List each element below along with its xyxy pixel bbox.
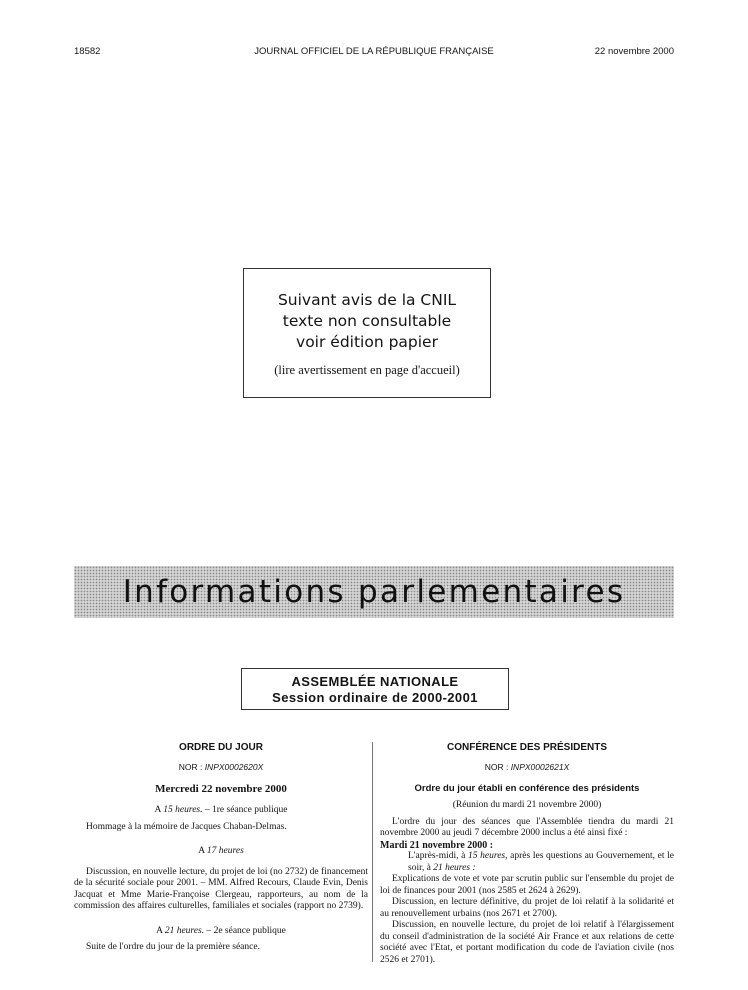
- conference-title: CONFÉRENCE DES PRÉSIDENTS: [446, 742, 608, 753]
- session-2-text: Discussion, en nouvelle lecture, du projet de loi (no 2732) de financement de la sécurité sociale pour 2001. – MM. Alfred Recours, Claude Evin, Denis Jacquat et Mme Marie-Françoise Clergeau, rapporteurs, au nom de la commission des affaires culturelles, familiales et sociales (rapport no 2739).: [74, 866, 368, 911]
- conference-nor: [380, 762, 674, 773]
- session-3-text: Suite de l'ordre du jour de la première séance.: [86, 942, 260, 952]
- assembly-name: ASSEMBLÉE NATIONALE: [291, 674, 459, 689]
- agenda-date: Mercredi 22 novembre 2000: [155, 783, 287, 795]
- agenda-item-2: Discussion, en lecture définitive, du projet de loi relatif à la solidarité et au renouvellement urbains (nos 2671 et 2700).: [380, 897, 674, 919]
- column-divider: [372, 742, 373, 962]
- agenda-item-1: Explications de vote et vote par scrutin public sur l'ensemble du projet de loi de finances pour 2001 (nos 2585 et 2624 à 2629).: [380, 874, 674, 896]
- left-column: [74, 742, 368, 954]
- assembly-box: [241, 668, 509, 710]
- session-name: Session ordinaire de 2000-2001: [272, 690, 478, 705]
- session-3-time: 21 heures.: [164, 925, 205, 936]
- time-slot: L'après-midi, à 15 heures, après les questions au Gouvernement, et le soir, à 21 heures :: [408, 851, 674, 873]
- session-2-heading: A 17 heures: [198, 846, 244, 856]
- conference-subtitle: Ordre du jour établi en conférence des présidents: [414, 783, 640, 794]
- issue-date: 22 novembre 2000: [594, 46, 674, 57]
- agenda-title: ORDRE DU JOUR: [179, 742, 263, 753]
- notice-warning: (lire avertissement en page d'accueil): [274, 363, 460, 377]
- notice-line-1: Suivant avis de la CNIL: [277, 291, 457, 309]
- session-2-time: 17 heures: [206, 846, 244, 856]
- nor-code: INPX0002620X: [204, 762, 264, 772]
- nor-label: NOR :: [484, 762, 509, 772]
- nor-label: NOR :: [178, 762, 203, 772]
- page-number: 18582: [74, 46, 101, 57]
- running-head: [74, 46, 674, 60]
- agenda-nor: [74, 762, 368, 773]
- section-banner: [74, 566, 674, 618]
- right-column: [380, 742, 674, 966]
- nor-code: INPX0002621X: [510, 762, 570, 772]
- day-heading: Mardi 21 novembre 2000 :: [380, 839, 494, 851]
- session-3-heading: A 21 heures. – 2e séance publique: [156, 925, 286, 936]
- session-1-heading: A 15 heures. – 1re séance publique: [154, 805, 288, 815]
- session-1-text: Hommage à la mémoire de Jacques Chaban-Delmas.: [86, 821, 287, 832]
- meeting-date: (Réunion du mardi 21 novembre 2000): [452, 800, 602, 810]
- cnil-notice-box: [243, 268, 491, 398]
- notice-line-2: texte non consultable: [282, 312, 452, 330]
- agenda-item-3: Discussion, en nouvelle lecture, du projet de loi relatif à l'élargissement du conseil d'administration de la société Air France et aux relations de cette société avec l'Etat, et portant modification du code de l'aviation civile (nos 2526 et 2701).: [380, 920, 674, 965]
- conference-intro: L'ordre du jour des séances que l'Assemblée tiendra du mardi 21 novembre 2000 au jeudi 7 décembre 2000 inclus a été ainsi fixé :: [380, 816, 674, 838]
- notice-line-3: voir édition papier: [296, 333, 438, 351]
- journal-title: JOURNAL OFFICIEL DE LA RÉPUBLIQUE FRANÇAISE: [254, 46, 494, 57]
- banner-title: Informations parlementaires: [122, 574, 626, 610]
- session-1-time: 15 heures.: [163, 805, 203, 815]
